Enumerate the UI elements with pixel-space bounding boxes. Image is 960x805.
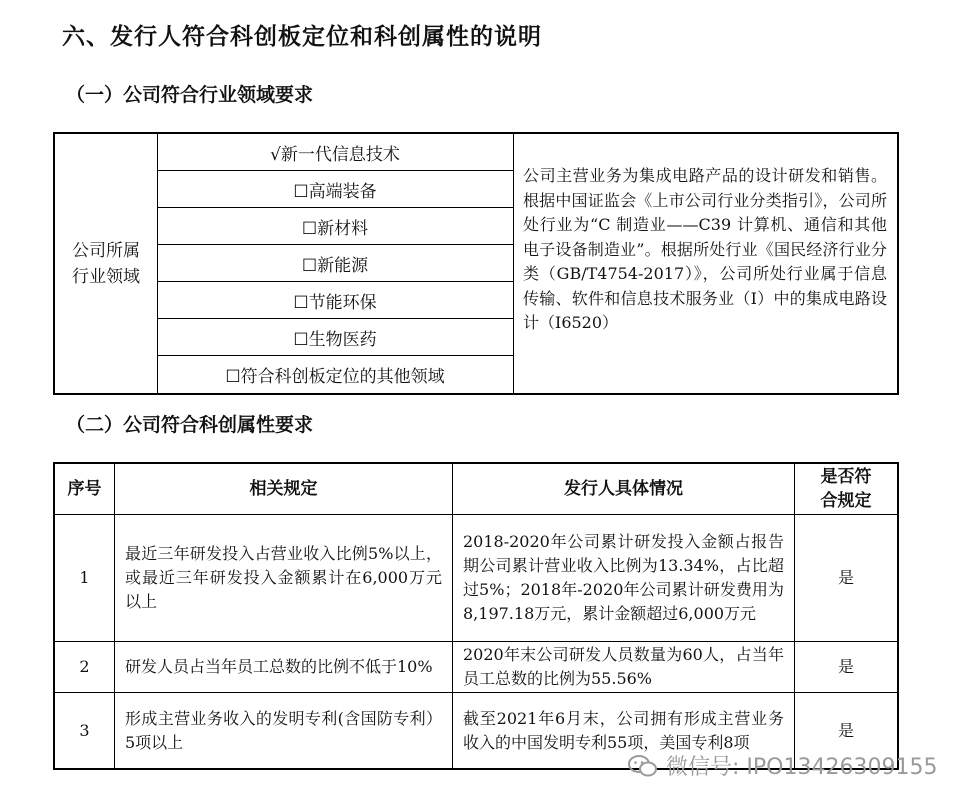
table-row <box>55 642 897 693</box>
row-rule: 形成主营业务收入的发明专利(含国防专利）5项以上 <box>115 693 453 768</box>
industry-option: ☐新材料 <box>157 208 513 245</box>
attributes-table <box>53 462 899 770</box>
wechat-icon <box>628 754 658 778</box>
watermark-text: 微信号: IPO13426309155 <box>666 755 938 780</box>
row-no: 1 <box>55 515 115 641</box>
industry-option: ☐新能源 <box>157 245 513 282</box>
subsection-title-attributes: （二）公司符合科创属性要求 <box>66 414 314 436</box>
industry-options <box>157 134 514 393</box>
header-compliance <box>795 464 897 514</box>
subsection-title-industry: （一）公司符合行业领域要求 <box>66 84 314 106</box>
row-no: 2 <box>55 642 115 692</box>
industry-option: ☐生物医药 <box>157 319 513 356</box>
industry-option: √新一代信息技术 <box>157 134 513 171</box>
row-compliance: 是 <box>837 720 854 740</box>
section-title: 六、发行人符合科创板定位和科创属性的说明 <box>62 24 542 50</box>
watermark <box>628 750 937 781</box>
row-compliance: 是 <box>837 657 854 676</box>
industry-option: ☐符合科创板定位的其他领域 <box>225 367 445 387</box>
row-detail: 2018-2020年公司累计研发投入金额占报告期公司累计营业收入比例为13.34%，占比超过5%；2018年-2020年公司累计研发费用为8,197.18万元，累计金额超过6,000万元 <box>453 515 795 641</box>
industry-table <box>53 132 899 395</box>
row-compliance: 是 <box>837 568 854 587</box>
row-rule: 研发人员占当年员工总数的比例不低于10% <box>115 642 453 692</box>
industry-description: 公司主营业务为集成电路产品的设计研发和销售。根据中国证监会《上市公司行业分类指引》，公司所处行业为“C 制造业——C39 计算机、通信和其他电子设备制造业”。根据所处行业《国民经济行业分类（GB/T4754-2017）》，公司所处行业属于信息传输、软件和信息技术服务业（I）中的集成电路设计（I6520） <box>523 166 887 332</box>
header-detail: 发行人具体情况 <box>453 464 795 514</box>
row-no: 3 <box>55 693 115 768</box>
row-rule: 最近三年研发投入占营业收入比例5%以上，或最近三年研发投入金额累计在6,000万元以上 <box>115 515 453 641</box>
industry-label: 公司所属行业领域 <box>72 240 140 287</box>
header-no: 序号 <box>55 464 115 514</box>
header-compliance-text: 是否符合规定 <box>820 467 872 511</box>
row-detail: 2020年末公司研发人员数量为60人，占当年员工总数的比例为55.56% <box>453 642 795 692</box>
industry-label-cell <box>55 134 158 393</box>
header-rule: 相关规定 <box>115 464 453 514</box>
table-row <box>55 515 897 642</box>
industry-option: ☐高端装备 <box>157 171 513 208</box>
industry-option: ☐节能环保 <box>157 282 513 319</box>
table-header-row <box>55 464 897 515</box>
row-detail: 截至2021年6月末，公司拥有形成主营业务收入的中国发明专利55项，美国专利8项 <box>453 693 795 768</box>
